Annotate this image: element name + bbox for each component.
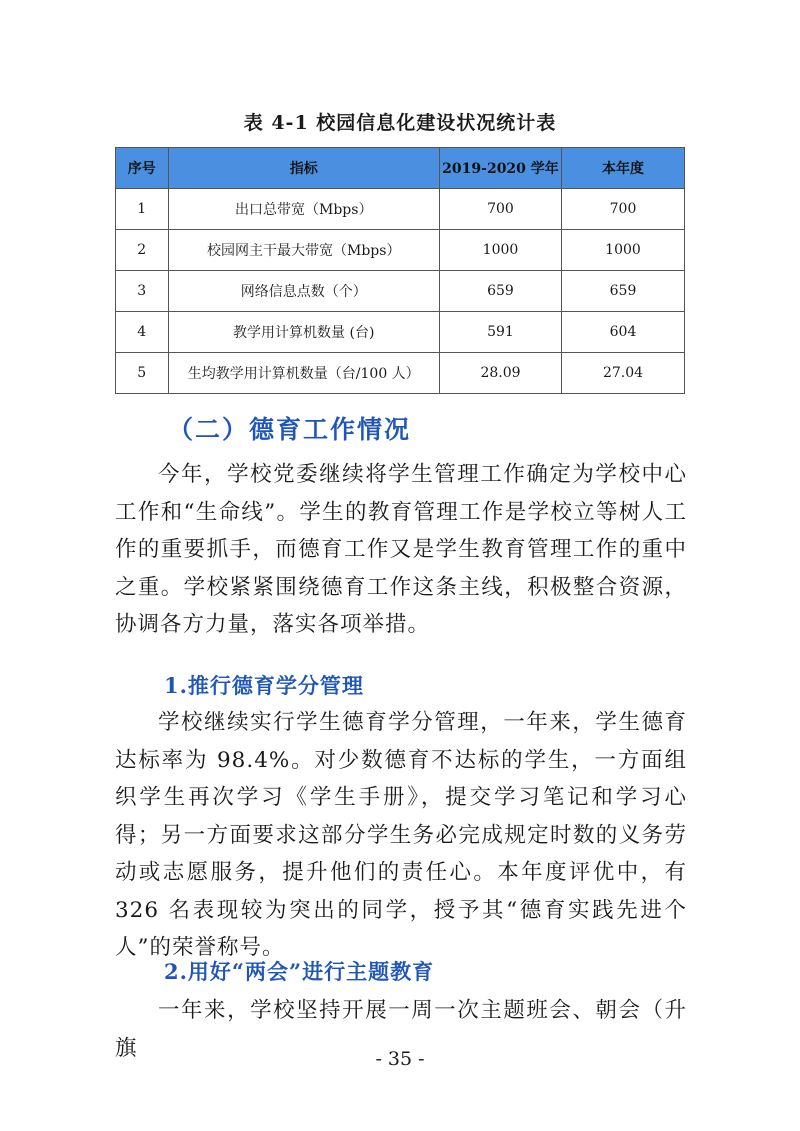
header-serial: 序号 xyxy=(116,148,169,189)
table-row xyxy=(116,312,685,353)
cell-current-year: 700 xyxy=(562,189,685,230)
cell-prev-year: 28.09 xyxy=(439,353,561,394)
cell-serial: 4 xyxy=(116,312,169,353)
table-row xyxy=(116,230,685,271)
cell-indicator: 教学用计算机数量 (台) xyxy=(168,312,439,353)
page-number: - 35 - xyxy=(375,1048,425,1070)
cell-serial: 2 xyxy=(116,230,169,271)
section-heading: （二）德育工作情况 xyxy=(168,415,412,444)
table-row xyxy=(116,189,685,230)
cell-current-year: 604 xyxy=(562,312,685,353)
cell-indicator: 出口总带宽（Mbps） xyxy=(168,189,439,230)
header-prev-year: 2019-2020 学年 xyxy=(439,148,561,189)
info-stats-table xyxy=(115,147,685,394)
subheading-theme-education: 2.用好“两会”进行主题教育 xyxy=(164,959,435,984)
cell-indicator: 网络信息点数（个） xyxy=(168,271,439,312)
cell-prev-year: 591 xyxy=(439,312,561,353)
cell-current-year: 27.04 xyxy=(562,353,685,394)
cell-prev-year: 659 xyxy=(439,271,561,312)
table-header-row xyxy=(116,148,685,189)
table-row xyxy=(116,353,685,394)
header-current-year: 本年度 xyxy=(562,148,685,189)
cell-prev-year: 1000 xyxy=(439,230,561,271)
theme-education-paragraph: 一年来，学校坚持开展一周一次主题班会、朝会（升旗 xyxy=(115,998,687,1061)
table-caption: 表 4-1 校园信息化建设状况统计表 xyxy=(243,112,557,134)
intro-paragraph: 今年，学校党委继续将学生管理工作确定为学校中心工作和“生命线”。学生的教育管理工作是学校立等树人工作的重要抓手，而德育工作又是学生教育管理工作的重中之重。学校紧紧围绕德育工作这条主线，积极整合资源，协调各方力量，落实各项举措。 xyxy=(115,462,687,637)
subheading-moral-credit: 1.推行德育学分管理 xyxy=(164,673,364,698)
moral-credit-paragraph: 学校继续实行学生德育学分管理，一年来，学生德育达标率为 98.4%。对少数德育不达标的学生，一方面组织学生再次学习《学生手册》，提交学习笔记和学习心得；另一方面要求这部分学生务必完成规定时数的义务劳动或志愿服务，提升他们的责任心。本年度评优中，有 326 名表现较为突出的同学，授予其“德育实践先进个人”的荣誉称号。 xyxy=(115,710,687,960)
cell-current-year: 659 xyxy=(562,271,685,312)
cell-serial: 5 xyxy=(116,353,169,394)
header-indicator: 指标 xyxy=(168,148,439,189)
cell-serial: 1 xyxy=(116,189,169,230)
cell-current-year: 1000 xyxy=(562,230,685,271)
cell-prev-year: 700 xyxy=(439,189,561,230)
cell-serial: 3 xyxy=(116,271,169,312)
cell-indicator: 校园网主干最大带宽（Mbps） xyxy=(168,230,439,271)
table-row xyxy=(116,271,685,312)
cell-indicator: 生均教学用计算机数量（台/100 人） xyxy=(168,353,439,394)
